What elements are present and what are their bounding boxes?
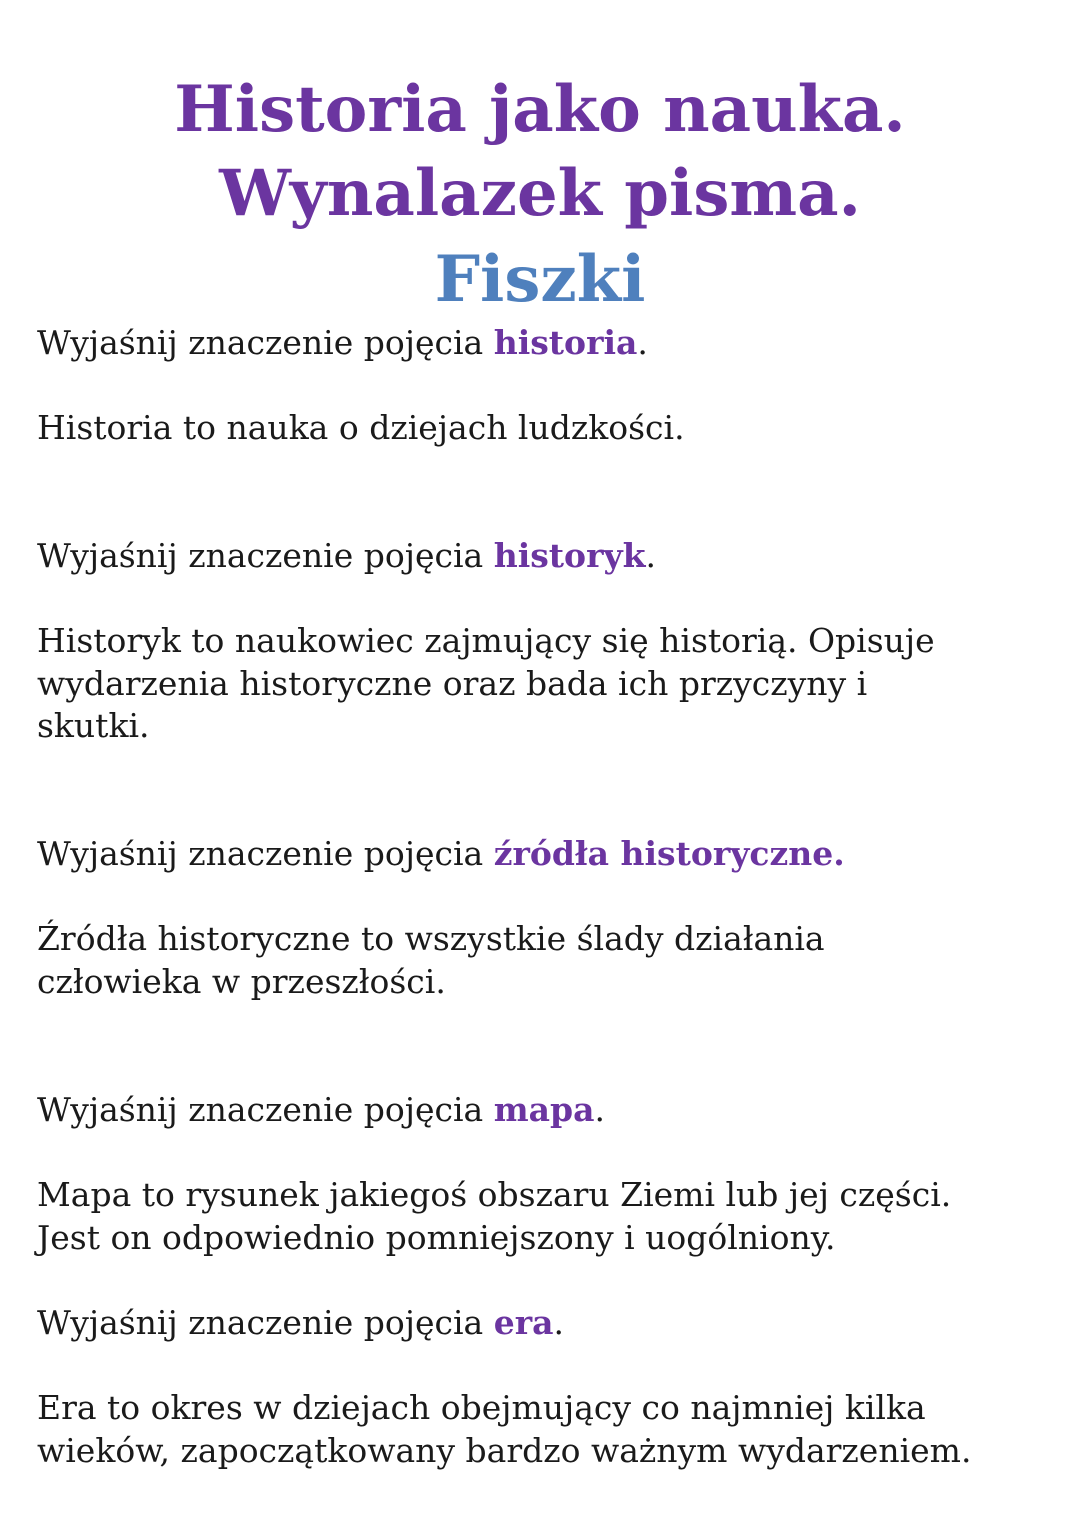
question-prefix: Wyjaśnij znaczenie pojęcia — [37, 1090, 494, 1129]
term-mapa: mapa — [493, 1090, 595, 1129]
question-prefix: Wyjaśnij znaczenie pojęcia — [37, 834, 494, 873]
question-suffix: . — [553, 1303, 564, 1342]
answer-historyk-line-3: skutki. — [37, 706, 150, 745]
subtitle: Fiszki — [434, 242, 646, 317]
answer-zrodla-line-2: człowieka w przeszłości. — [37, 962, 446, 1001]
question-suffix: . — [637, 323, 648, 362]
term-historyk: historyk — [493, 536, 646, 575]
question-suffix: . — [594, 1090, 605, 1129]
answer-era-line-1: Era to okres w dziejach obejmujący co najmniej kilka — [37, 1388, 926, 1427]
question-mapa — [37, 1089, 605, 1131]
title-line-1: Historia jako nauka. — [174, 72, 906, 147]
answer-historyk-line-1: Historyk to naukowiec zajmujący się historią. Opisuje — [37, 621, 935, 660]
question-era — [37, 1302, 564, 1344]
question-prefix: Wyjaśnij znaczenie pojęcia — [37, 536, 494, 575]
question-zrodla — [37, 833, 845, 875]
question-historia — [37, 322, 648, 364]
answer-zrodla-line-1: Źródła historyczne to wszystkie ślady działania — [37, 919, 825, 958]
answer-historyk-line-2: wydarzenia historyczne oraz bada ich przyczyny i — [37, 664, 868, 703]
question-historyk — [37, 535, 656, 577]
term-historia: historia — [493, 323, 638, 362]
answer-mapa-line-2: Jest on odpowiednio pomniejszony i uogólniony. — [37, 1218, 836, 1257]
question-prefix: Wyjaśnij znaczenie pojęcia — [37, 1303, 494, 1342]
term-zrodla-historyczne: źródła historyczne. — [493, 834, 845, 873]
answer-era-line-2: wieków, zapoczątkowany bardzo ważnym wydarzeniem. — [37, 1431, 972, 1470]
answer-mapa-line-1: Mapa to rysunek jakiegoś obszaru Ziemi lub jej części. — [37, 1175, 952, 1214]
title-line-2: Wynalazek pisma. — [219, 156, 861, 231]
answer-historia-line-1: Historia to nauka o dziejach ludzkości. — [37, 408, 685, 447]
question-suffix: . — [645, 536, 656, 575]
term-era: era — [493, 1303, 554, 1342]
question-prefix: Wyjaśnij znaczenie pojęcia — [37, 323, 494, 362]
